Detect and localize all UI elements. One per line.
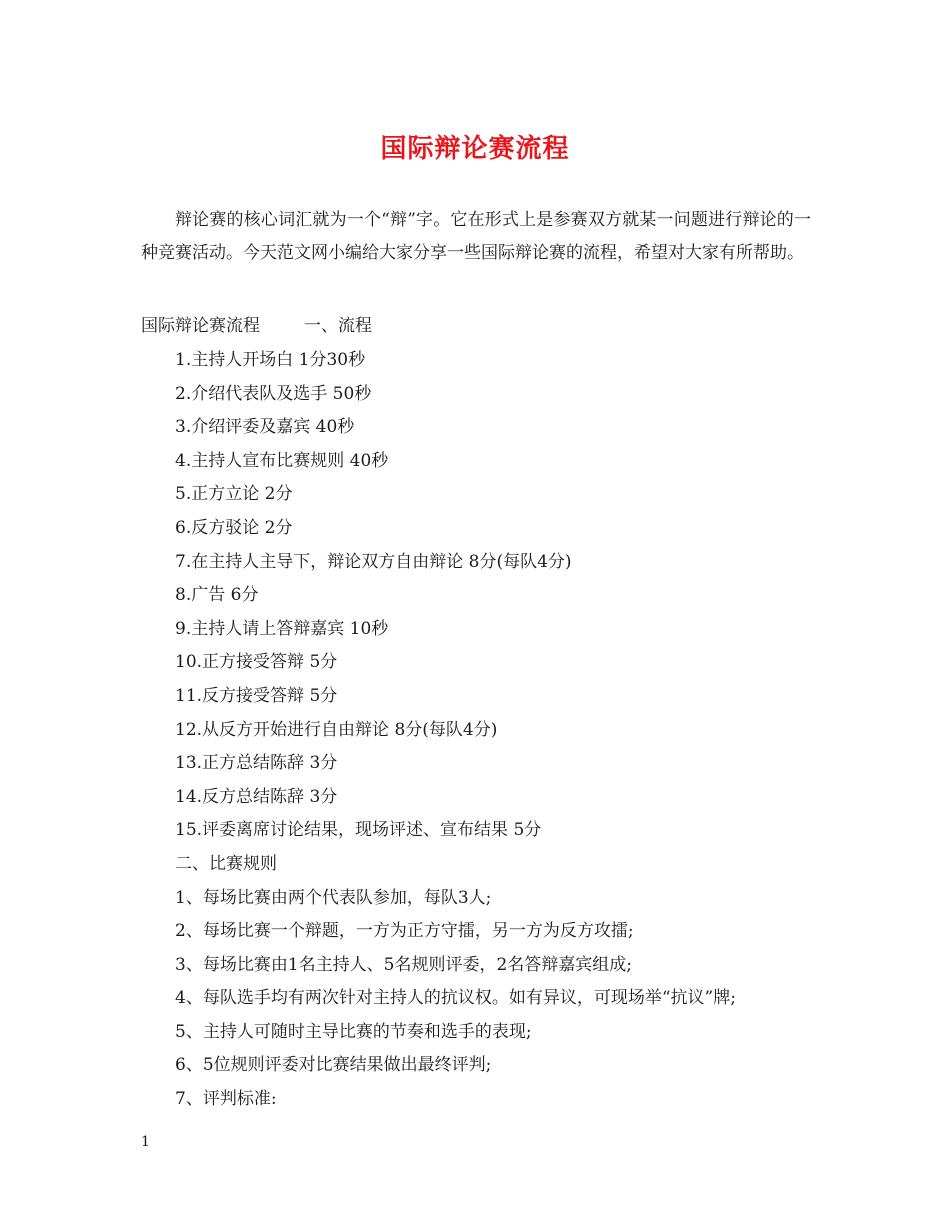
list-item: 10.正方接受答辩 5分 bbox=[175, 652, 338, 673]
list-item: 1.主持人开场白 1分30秒 bbox=[175, 350, 366, 370]
list-item: 1、每场比赛由两个代表队参加，每队3人; bbox=[175, 887, 492, 908]
list-item: 7.在主持人主导下，辩论双方自由辩论 8分(每队4分) bbox=[175, 551, 572, 572]
content-list bbox=[175, 349, 736, 1122]
list-item: 7、评判标准: bbox=[175, 1089, 277, 1110]
list-item: 5.正方立论 2分 bbox=[175, 484, 293, 505]
list-item: 4.主持人宣布比赛规则 40秒 bbox=[175, 450, 389, 471]
list-item: 4、每队选手均有两次针对主持人的抗议权。如有异议，可现场举“抗议”牌; bbox=[175, 988, 736, 1009]
list-item: 2.介绍代表队及选手 50秒 bbox=[175, 383, 372, 404]
list-item: 5、主持人可随时主导比赛的节奏和选手的表现; bbox=[175, 1021, 532, 1042]
list-item: 15.评委离席讨论结果，现场评述、宣布结果 5分 bbox=[175, 820, 542, 841]
list-item: 2、每场比赛一个辩题，一方为正方守擂，另一方为反方攻擂; bbox=[175, 921, 634, 942]
section-heading-rules: 二、比赛规则 bbox=[175, 853, 277, 874]
list-item: 12.从反方开始进行自由辩论 8分(每队4分) bbox=[175, 719, 498, 740]
list-item: 14.反方总结陈辞 3分 bbox=[175, 786, 338, 807]
list-item: 13.正方总结陈辞 3分 bbox=[175, 753, 338, 774]
list-item: 11.反方接受答辩 5分 bbox=[175, 685, 338, 706]
list-item: 8.广告 6分 bbox=[175, 585, 259, 606]
list-item: 9.主持人请上答辩嘉宾 10秒 bbox=[175, 618, 389, 639]
list-item: 3.介绍评委及嘉宾 40秒 bbox=[175, 417, 355, 438]
list-item: 6、5位规则评委对比赛结果做出最终评判; bbox=[175, 1055, 492, 1076]
section-heading-flow: 一、流程 bbox=[304, 316, 372, 336]
document-subtitle: 国际辩论赛流程 bbox=[141, 316, 260, 336]
list-item: 3、每场比赛由1名主持人、5名规则评委，2名答辩嘉宾组成; bbox=[175, 954, 632, 975]
intro-paragraph: 辩论赛的核心词汇就为一个“辩”字。它在形式上是参赛双方就某一问题进行辩论的一种竞赛活动。今天范文网小编给大家分享一些国际辩论赛的流程，希望对大家有所帮助。 bbox=[141, 210, 811, 263]
list-item: 6.反方驳论 2分 bbox=[175, 517, 293, 538]
document-title: 国际辩论赛流程 bbox=[380, 134, 570, 164]
section-heading-row bbox=[141, 315, 372, 337]
page-number: 1 bbox=[141, 1134, 150, 1150]
